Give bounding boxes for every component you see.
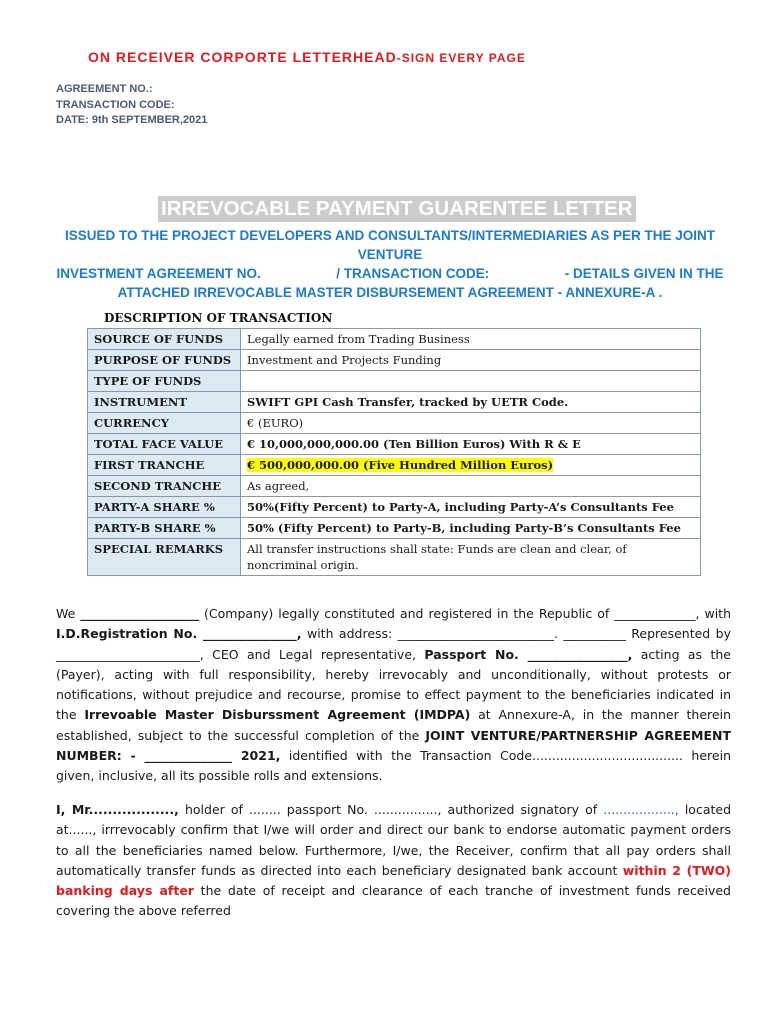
table-row — [88, 413, 701, 434]
registration-no: I.D.Registration No. _______________, — [56, 626, 302, 642]
text-run: CEO and Legal representative, — [212, 646, 416, 662]
text-run: (Company) legally constituted and registered in the Republic of _____________, — [204, 606, 700, 621]
table-row — [88, 497, 701, 518]
banking-days-highlight: within 2 (TWO) banking days after — [56, 862, 731, 899]
row-value: 50% (Fifty Percent) to Party-B, including Party-B’s Consultants Fee — [241, 518, 701, 539]
issued-line-3: ATTACHED IRREVOCABLE MASTER DISBURSEMENT AGREEMENT - ANNEXURE-A . — [117, 285, 663, 300]
row-value: Investment and Projects Funding — [241, 350, 701, 371]
letterhead-sub: -SIGN EVERY PAGE — [396, 51, 526, 65]
issued-line-2b: / TRANSACTION CODE: — [336, 266, 490, 281]
row-value: 50%(Fifty Percent) to Party-A, including Party-A’s Consultants Fee — [241, 497, 701, 518]
table-row — [88, 434, 701, 455]
row-value: All transfer instructions shall state: Funds are clean and clear, of noncriminal origin. — [241, 539, 701, 576]
table-row — [88, 371, 701, 392]
row-value — [241, 455, 701, 476]
letter-date: DATE: 9th SEPTEMBER,2021 — [56, 114, 208, 126]
row-label: SECOND TRANCHE — [88, 476, 241, 497]
text-run: with address: _________________________. __________ — [306, 626, 626, 642]
company-placeholder: .................., — [603, 802, 679, 817]
text-run: irrrevocably confirm that I/we will order and direct our bank to endorse automatic payment orders to all the beneficiaries named below. Furthermore, I/we, the Receiver, confirm that all pay orders shall automatically transfer funds as directed into each beneficiary designated bank account — [56, 822, 731, 878]
text-run: at Annexure-A, in the manner therein established, subject to the successful completion of the — [56, 707, 731, 743]
row-value: € (EURO) — [241, 413, 701, 434]
row-label: SOURCE OF FUNDS — [88, 329, 241, 350]
letterhead-main: ON RECEIVER CORPORTE LETTERHEAD — [88, 49, 397, 65]
table-row — [88, 350, 701, 371]
payer-paragraph — [56, 604, 731, 787]
text-run: with — [704, 606, 731, 621]
row-label: TYPE OF FUNDS — [88, 371, 241, 392]
text-run: the date of receipt and clearance of each tranche of investment funds received covering the above referred — [56, 883, 731, 919]
imdpa-reference: Irrevoable Master Disburssment Agreement (IMDPA) — [84, 707, 471, 723]
row-value — [241, 371, 701, 392]
issued-line-2 — [40, 264, 740, 283]
transaction-code: TRANSACTION CODE: — [56, 98, 175, 111]
text-run: Represented by — [631, 626, 731, 642]
row-value: SWIFT GPI Cash Transfer, tracked by UETR Code. — [241, 392, 701, 413]
row-value: As agreed, — [241, 476, 701, 497]
table-row — [88, 455, 701, 476]
first-tranche-highlight: € 500,000,000.00 (Five Hundred Million Euros) — [247, 458, 554, 472]
description-title: DESCRIPTION OF TRANSACTION — [104, 311, 333, 325]
row-label: FIRST TRANCHE — [88, 455, 241, 476]
table-row — [88, 518, 701, 539]
representative-blank: _______________________, — [56, 646, 204, 662]
signatory-name: I, Mr.................., — [56, 802, 179, 817]
document-title: IRREVOCABLE PAYMENT GUARENTEE LETTER — [158, 196, 636, 222]
issued-line-2c: - DETAILS GIVEN IN THE — [564, 266, 724, 281]
text-run: identified with the Transaction Code...................................... herein given, inclusive, all its possible rolls and extensions. — [56, 748, 731, 784]
passport-no: Passport No. ________________, — [424, 646, 633, 662]
title-block — [158, 196, 636, 222]
text-run: holder of ........ passport No. ................, authorized signatory of — [184, 802, 598, 817]
table-row — [88, 539, 701, 576]
row-label: TOTAL FACE VALUE — [88, 434, 241, 455]
company-blank: ___________________ — [80, 606, 200, 621]
row-label: SPECIAL REMARKS — [88, 539, 241, 576]
table-row — [88, 392, 701, 413]
text-run: We — [56, 606, 76, 621]
issued-line-1: ISSUED TO THE PROJECT DEVELOPERS AND CONSULTANTS/INTERMEDIARIES AS PER THE JOINT VENTURE — [64, 228, 716, 262]
text-run: located at......, — [56, 802, 732, 838]
letterhead-instruction — [88, 49, 526, 65]
agreement-meta — [56, 82, 207, 129]
table-row — [88, 329, 701, 350]
agreement-no: AGREEMENT NO.: — [56, 83, 153, 95]
issued-line-2a: INVESTMENT AGREEMENT NO. — [56, 266, 261, 281]
row-value: € 10,000,000,000.00 (Ten Billion Euros) With R & E — [241, 434, 701, 455]
signatory-paragraph — [56, 800, 731, 922]
table-row — [88, 476, 701, 497]
row-value: Legally earned from Trading Business — [241, 329, 701, 350]
row-label: CURRENCY — [88, 413, 241, 434]
row-label: PARTY-B SHARE % — [88, 518, 241, 539]
jv-agreement-number: JOINT VENTURE/PARTNERSHIP AGREEMENT NUMBER: - ______________ 2021, — [56, 727, 731, 764]
row-label: PARTY-A SHARE % — [88, 497, 241, 518]
text-run: acting as the (Payer), acting with full responsibility, hereby irrevocably and unconditionally, without protests or notifications, without prejudice and recourse, promise to effect payment to the beneficiaries indicated in the — [56, 646, 731, 723]
issued-to-heading — [40, 226, 740, 302]
row-label: PURPOSE OF FUNDS — [88, 350, 241, 371]
row-label: INSTRUMENT — [88, 392, 241, 413]
transaction-table — [87, 328, 701, 576]
